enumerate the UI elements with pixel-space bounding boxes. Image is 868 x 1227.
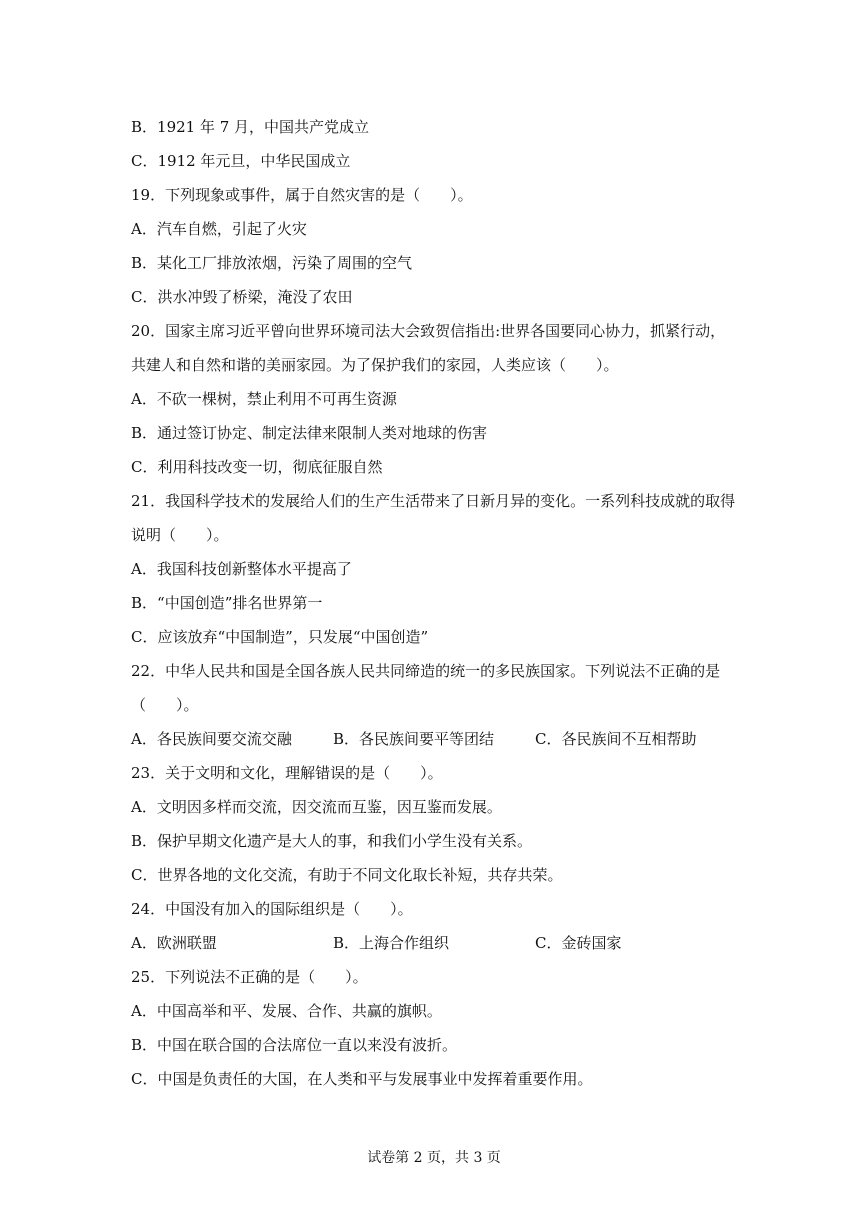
q20-option-a: A．不砍一棵树，禁止利用不可再生资源 [131,390,397,408]
q24-option-b: B．上海合作组织 [333,934,450,952]
q21-stem-line1: 21．我国科学技术的发展给人们的生产生活带来了日新月异的变化。一系列科技成就的取得 [131,492,736,510]
q23-option-b: B．保护早期文化遗产是大人的事，和我们小学生没有关系。 [131,832,533,850]
q24-option-c: C．金砖国家 [535,934,622,952]
question-list [131,110,751,1096]
q22-stem-line2: （ ）。 [131,696,199,714]
q21-stem-line2: 说明（ ）。 [131,526,229,544]
q22-option-c: C．各民族间不互相帮助 [535,730,697,748]
q25-option-b: B．中国在联合国的合法席位一直以来没有波折。 [131,1036,458,1054]
q21-option-b: B．“中国创造”排名世界第一 [131,594,323,612]
q23-option-c: C．世界各地的文化交流，有助于不同文化取长补短，共存共荣。 [131,866,563,884]
q20-stem-line1: 20．国家主席习近平曾向世界环境司法大会致贺信指出:世界各国要同心协力，抓紧行动， [131,322,726,340]
page-footer: 试卷第 2 页，共 3 页 [367,1150,501,1166]
q20-option-b: B．通过签订协定、制定法律来限制人类对地球的伤害 [131,424,488,442]
q21-option-c: C．应该放弃“中国制造”，只发展“中国创造” [131,628,429,646]
q25-option-a: A．中国高举和平、发展、合作、共赢的旗帜。 [131,1002,442,1020]
q19-option-c: C．洪水冲毁了桥梁，淹没了农田 [131,288,353,306]
q22-option-a: A．各民族间要交流交融 [131,730,292,748]
q20-option-c: C．利用科技改变一切，彻底征服自然 [131,458,383,476]
q20-stem-line2: 共建人和自然和谐的美丽家园。为了保护我们的家园，人类应该（ ）。 [131,356,619,374]
q22-option-b: B．各民族间要平等团结 [333,730,495,748]
q22-stem-line1: 22．中华人民共和国是全国各族人民共同缔造的统一的多民族国家。下列说法不正确的是 [131,662,721,680]
q18-option-c: C．1912 年元旦，中华民国成立 [131,152,351,170]
q22-options [131,722,751,756]
q25-stem: 25．下列说法不正确的是（ ）。 [131,968,368,986]
q24-options [131,926,751,960]
q24-stem: 24．中国没有加入的国际组织是（ ）。 [131,900,413,918]
q19-stem: 19．下列现象或事件，属于自然灾害的是（ ）。 [131,186,473,204]
q23-option-a: A．文明因多样而交流，因交流而互鉴，因互鉴而发展。 [131,798,502,816]
q21-option-a: A．我国科技创新整体水平提高了 [131,560,352,578]
q25-option-c: C．中国是负责任的大国，在人类和平与发展事业中发挥着重要作用。 [131,1070,593,1088]
q19-option-b: B．某化工厂排放浓烟，污染了周围的空气 [131,254,413,272]
q19-option-a: A．汽车自燃，引起了火灾 [131,220,307,238]
q24-option-a: A．欧洲联盟 [131,934,217,952]
q18-option-b: B．1921 年 7 月，中国共产党成立 [131,118,370,136]
q23-stem: 23．关于文明和文化，理解错误的是（ ）。 [131,764,443,782]
